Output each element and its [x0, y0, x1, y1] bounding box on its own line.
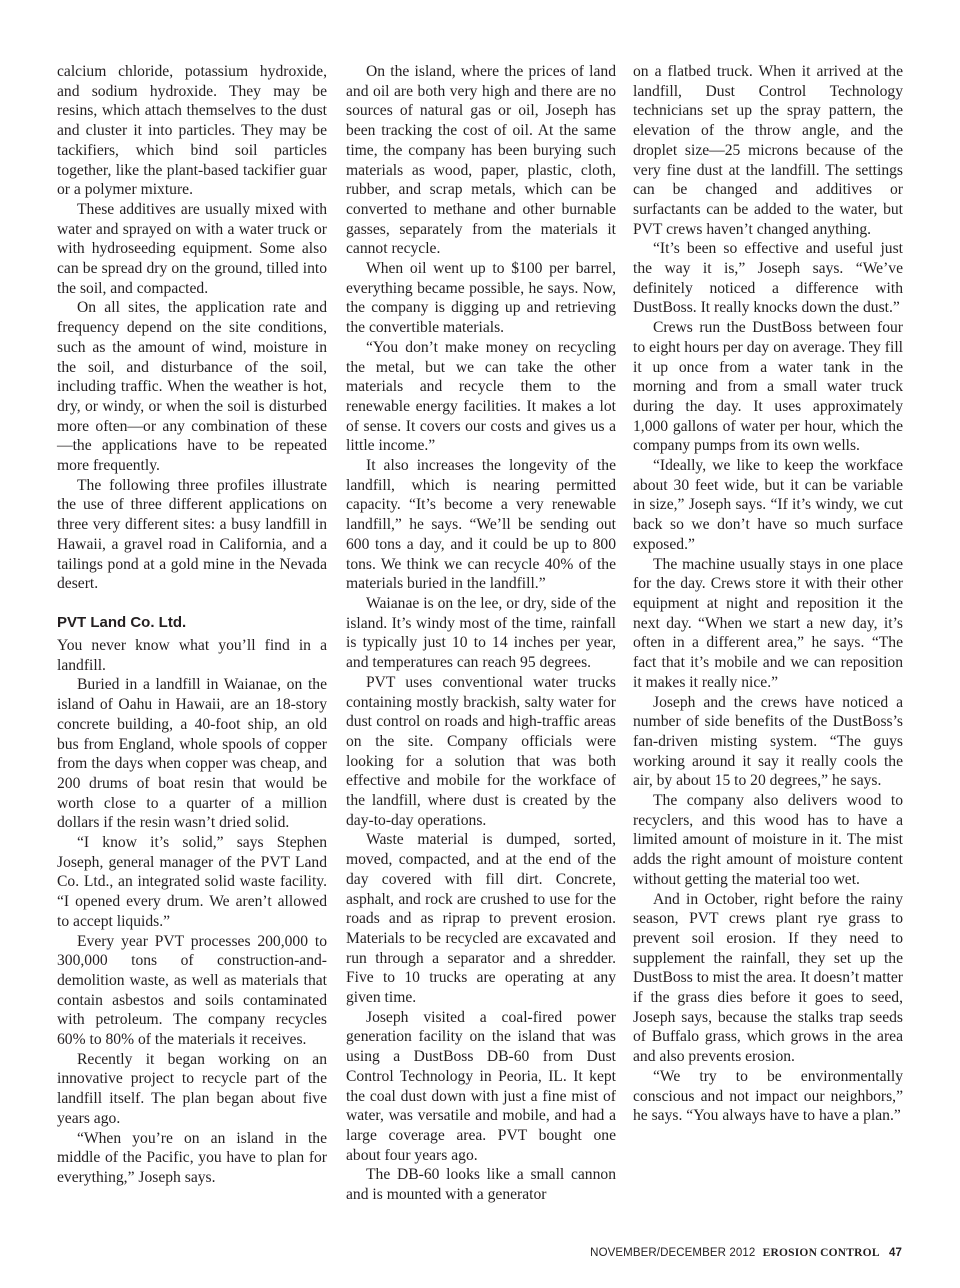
paragraph: “I know it’s solid,” says Stephen Joseph, general manager of the PVT Land Co. Ltd., an integrated solid waste facility. “I opened every drum. We aren’t allowed to accept liquids.”	[57, 834, 327, 930]
paragraph: Buried in a landfill in Waianae, on the island of Oahu in Hawaii, are an 18-story concrete building, a 40-foot ship, an old bus from England, whole spools of copper from the days when copper was cheap, and 200 drums of boat resin that would be worth close to a quarter of a million dollars if the resin wasn’t dried solid.	[57, 676, 327, 832]
paragraph: Joseph and the crews have noticed a number of side benefits of the DustBoss’s fan-driven misting system. “The guys working around it say it really cools the air, by about 15 to 20 degrees,” he says.	[633, 693, 903, 790]
paragraph: When oil went up to $100 per barrel, everything became possible, he says. Now, the company is digging up and retrieving the convertible materials.	[346, 260, 616, 337]
paragraph: The following three profiles illustrate the use of three different applications on three very different sites: a busy landfill in Hawaii, a gravel road in California, and a tailings pond at a gold mine in the Nevada desert.	[57, 476, 327, 593]
paragraph: On the island, where the prices of land and oil are both very high and there are no sources of natural gas or oil, Joseph has been tracking the cost of oil. At the same time, the company has been burying such materials as wood, paper, plastic, cloth, rubber, and scrap metals, which can be converted to methane and other burnable gasses, separately from the materials it cannot recycle.	[346, 63, 616, 258]
paragraph: “Ideally, we like to keep the workface about 30 feet wide, but it can be variable in size,” Joseph says. “If it’s windy, we cut back so we don’t have so much surface exposed.”	[633, 457, 903, 553]
paragraph: The DB-60 looks like a small cannon and is mounted with a generator	[346, 1166, 616, 1204]
article-column-2	[346, 62, 616, 1205]
paragraph: You never know what you’ll find in a landfill.	[57, 636, 327, 674]
page-footer	[590, 1247, 902, 1259]
paragraph: “You don’t make money on recycling the metal, but we can take the other materials and recycle them to the renewable energy facilities. It makes a lot of sense. It covers our costs and gives us a little income.”	[346, 338, 616, 455]
paragraph: And in October, right before the rainy season, PVT crews plant rye grass to prevent soil erosion. If they need to supplement the rainfall, they set up the DustBoss to mist the area. It doesn’t matter if the grass dies before it goes to seed, Joseph says, because the stalks trap seeds of Buffalo grass, which grows in the area and also prevents erosion.	[633, 890, 903, 1066]
paragraph: Waianae is on the lee, or dry, side of the island. It’s windy most of the time, rainfall is typically just 10 to 14 inches per year, and temperatures can reach 95 degrees.	[346, 594, 616, 672]
article-column-3	[633, 62, 903, 1126]
paragraph: The machine usually stays in one place for the day. Crews store it with their other equipment at night and reposition it the next day. “When we start a new day, it’s often in a different area,” he says. “The fact that it’s mobile and we can reposition it makes it really nice.”	[633, 555, 903, 691]
section-heading: PVT Land Co. Ltd.	[57, 613, 187, 631]
paragraph: “We try to be environmentally conscious and not impact our neighbors,” he says. “You always have to have a plan.”	[633, 1067, 903, 1125]
paragraph: “When you’re on an island in the middle of the Pacific, you have to plan for everything,” Joseph says.	[57, 1129, 327, 1186]
magazine-name: EROSION CONTROL	[762, 1247, 880, 1259]
page-number: 47	[889, 1247, 902, 1259]
paragraph: Every year PVT processes 200,000 to 300,000 tons of construction-and-demolition waste, as well as materials that contain asbestos and soils contaminated with petroleum. The company recycles 60% to 80% of the materials it receives.	[57, 932, 327, 1049]
paragraph: It also increases the longevity of the landfill, which is nearing permitted capacity. “It’s become a very renewable landfill,” he says. “We’ll be sending out 600 tons a day, and it could be up to 800 tons. We think we can recycle 40% of the materials buried in the landfill.”	[346, 457, 616, 593]
paragraph: calcium chloride, potassium hydroxide, and sodium hydroxide. They may be resins, which attach themselves to the dust and cluster it into particles. They may be tackifiers, which bind soil particles together, like the plant-based tackifier guar or a polymer mixture.	[57, 63, 327, 199]
paragraph: On all sites, the application rate and frequency depend on the site conditions, such as the amount of wind, moisture in the soil, and disturbance of the soil, including traffic. When the weather is hot, dry, or windy, or when the soil is disturbed more often—or any combination of these—the applications have to be repeated more frequently.	[57, 299, 327, 475]
paragraph: Recently it began working on an innovative project to recycle part of the landfill itself. The plan began about five years ago.	[57, 1050, 327, 1127]
issue-date: NOVEMBER/DECEMBER 2012	[590, 1247, 756, 1259]
paragraph: Crews run the DustBoss between four to eight hours per day on average. They fill it up once from a water tank in the morning and from a small water truck during the day. It uses approximately 1,000 gallons of water per hour, which the company pumps from its own wells.	[633, 319, 903, 455]
paragraph: Joseph visited a coal-fired power generation facility on the island that was using a DustBoss DB-60 from Dust Control Technology in Peoria, IL. It kept the coal dust down with just a fine mist of water, was versatile and mobile, and had a large coverage area. PVT bought one about four years ago.	[346, 1008, 616, 1164]
paragraph: PVT uses conventional water trucks containing mostly brackish, salty water for dust control on roads and high-traffic areas on the site. Company officials were looking for a solution that was both effective and mobile for the workface of the landfill, where dust is created by the day-to-day operations.	[346, 673, 616, 829]
paragraph: Waste material is dumped, sorted, moved, compacted, and at the end of the day covered with fill dirt. Concrete, asphalt, and rock are crushed to use for the roads and as riprap to prevent erosion. Materials to be recycled are excavated and run through a separator and a shredder. Five to 10 trucks are operating at any given time.	[346, 831, 616, 1007]
paragraph: These additives are usually mixed with water and sprayed on with a water truck or with hydroseeding equipment. Some also can be spread dry on the ground, tilled into the soil, and compacted.	[57, 200, 327, 297]
paragraph: The company also delivers wood to recyclers, and this wood has to have a limited amount of moisture in it. The mist adds the right amount of moisture content without getting the material too wet.	[633, 792, 903, 888]
paragraph: “It’s been so effective and useful just the way it is,” Joseph says. “We’ve definitely noticed a difference with DustBoss. It really knocks down the dust.”	[633, 240, 903, 317]
paragraph: on a flatbed truck. When it arrived at the landfill, Dust Control Technology technicians set up the spray pattern, the elevation of the throw angle, and the droplet size—25 microns because of the very fine dust at the landfill. The settings can be changed and additives or surfactants can be added to the water, but PVT crews haven’t changed anything.	[633, 63, 903, 238]
article-column-1	[57, 62, 327, 1188]
